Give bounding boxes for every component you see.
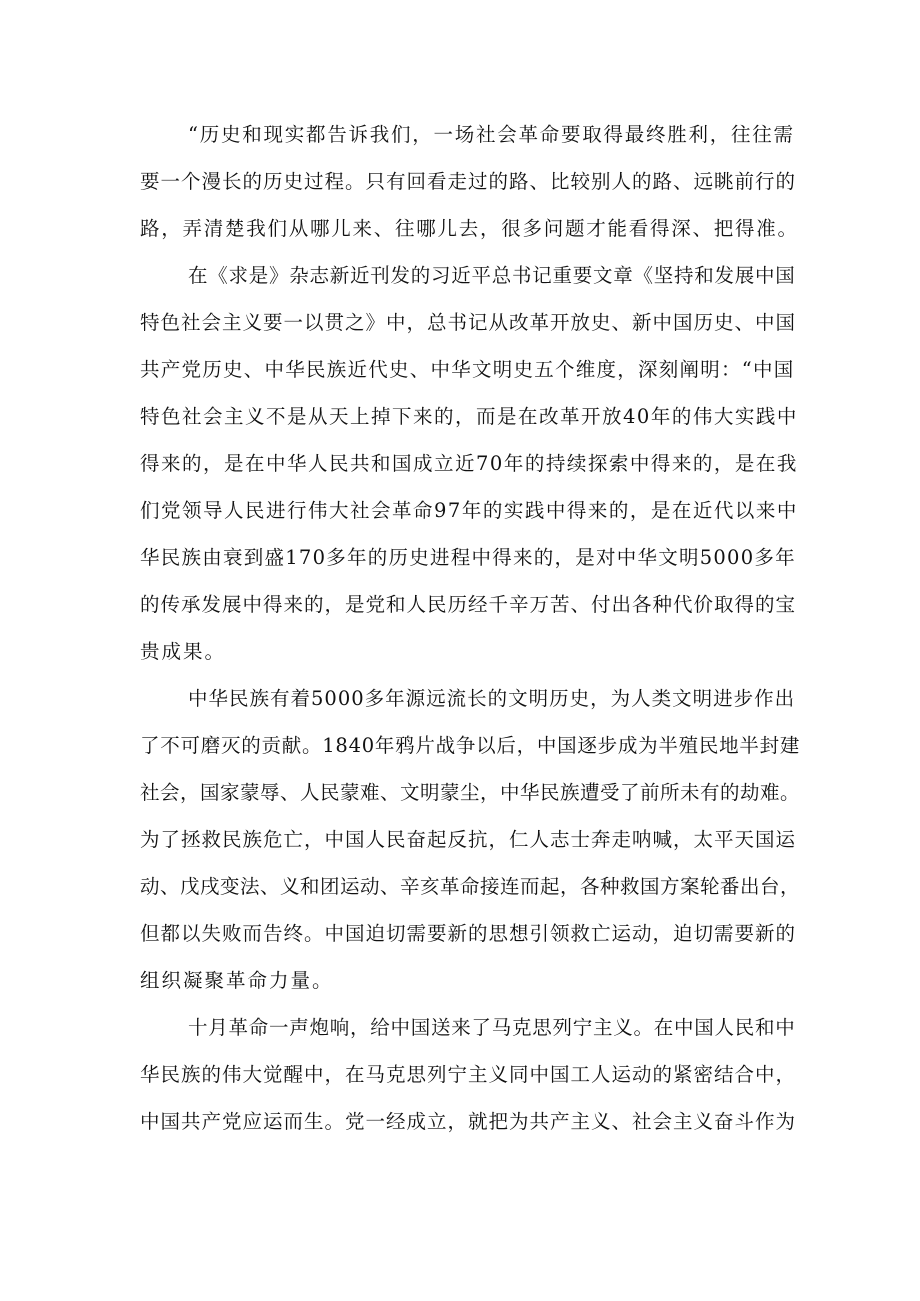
- text-line: 了不可磨灭的贡献。1840年鸦片战争以后，中国逐步成为半殖民地半封建: [140, 734, 801, 757]
- text-line: 特色社会主义不是从天上掉下来的，而是在改革开放40年的伟大实践中: [140, 405, 798, 428]
- text-line: 路，弄清楚我们从哪儿来、往哪儿去，很多问题才能看得深、把得准。: [140, 217, 799, 240]
- text-line: 组织凝聚革命力量。: [140, 969, 334, 992]
- text-line: 动、戊戌变法、义和团运动、辛亥革命接连而起，各种救国方案轮番出台，: [140, 875, 801, 898]
- text-line: 华民族由衰到盛170多年的历史进程中得来的，是对中华文明5000多年: [140, 546, 796, 569]
- text-line: 中国共产党应运而生。党一经成立，就把为共产主义、社会主义奋斗作为: [140, 1110, 797, 1133]
- text-line: 得来的，是在中华人民共和国成立近70年的持续探索中得来的，是在我: [140, 452, 798, 475]
- text-line: 要一个漫长的历史过程。只有回看走过的路、比较别人的路、远眺前行的: [140, 170, 797, 193]
- text-line: 们党领导人民进行伟大社会革命97年的实践中得来的，是在近代以来中: [140, 499, 798, 522]
- text-line: 社会，国家蒙辱、人民蒙难、文明蒙尘，中华民族遭受了前所未有的劫难。: [140, 781, 801, 804]
- text-line: 特色社会主义要一以贯之》中，总书记从改革开放史、新中国历史、中国: [140, 311, 797, 334]
- text-line: 中华民族有着5000多年源远流长的文明历史，为人类文明进步作出: [188, 687, 796, 710]
- text-line: 华民族的伟大觉醒中，在马克思列宁主义同中国工人运动的紧密结合中，: [140, 1063, 797, 1086]
- text-line: “历史和现实都告诉我们，一场社会革命要取得最终胜利，往往需: [188, 123, 795, 146]
- text-line: 但都以失败而告终。中国迫切需要新的思想引领救亡运动，迫切需要新的: [140, 922, 797, 945]
- text-line: 的传承发展中得来的，是党和人民历经千辛万苦、付出各种代价取得的宝: [140, 593, 797, 616]
- text-line: 在《求是》杂志新近刊发的习近平总书记重要文章《坚持和发展中国: [188, 264, 796, 287]
- text-line: 共产党历史、中华民族近代史、中华文明史五个维度，深刻阐明：“中国: [140, 358, 795, 381]
- text-line: 十月革命一声炮响，给中国送来了马克思列宁主义。在中国人民和中: [188, 1016, 796, 1039]
- text-line: 贵成果。: [140, 640, 227, 663]
- text-line: 为了拯救民族危亡，中国人民奋起反抗，仁人志士奔走呐喊，太平天国运: [140, 828, 797, 851]
